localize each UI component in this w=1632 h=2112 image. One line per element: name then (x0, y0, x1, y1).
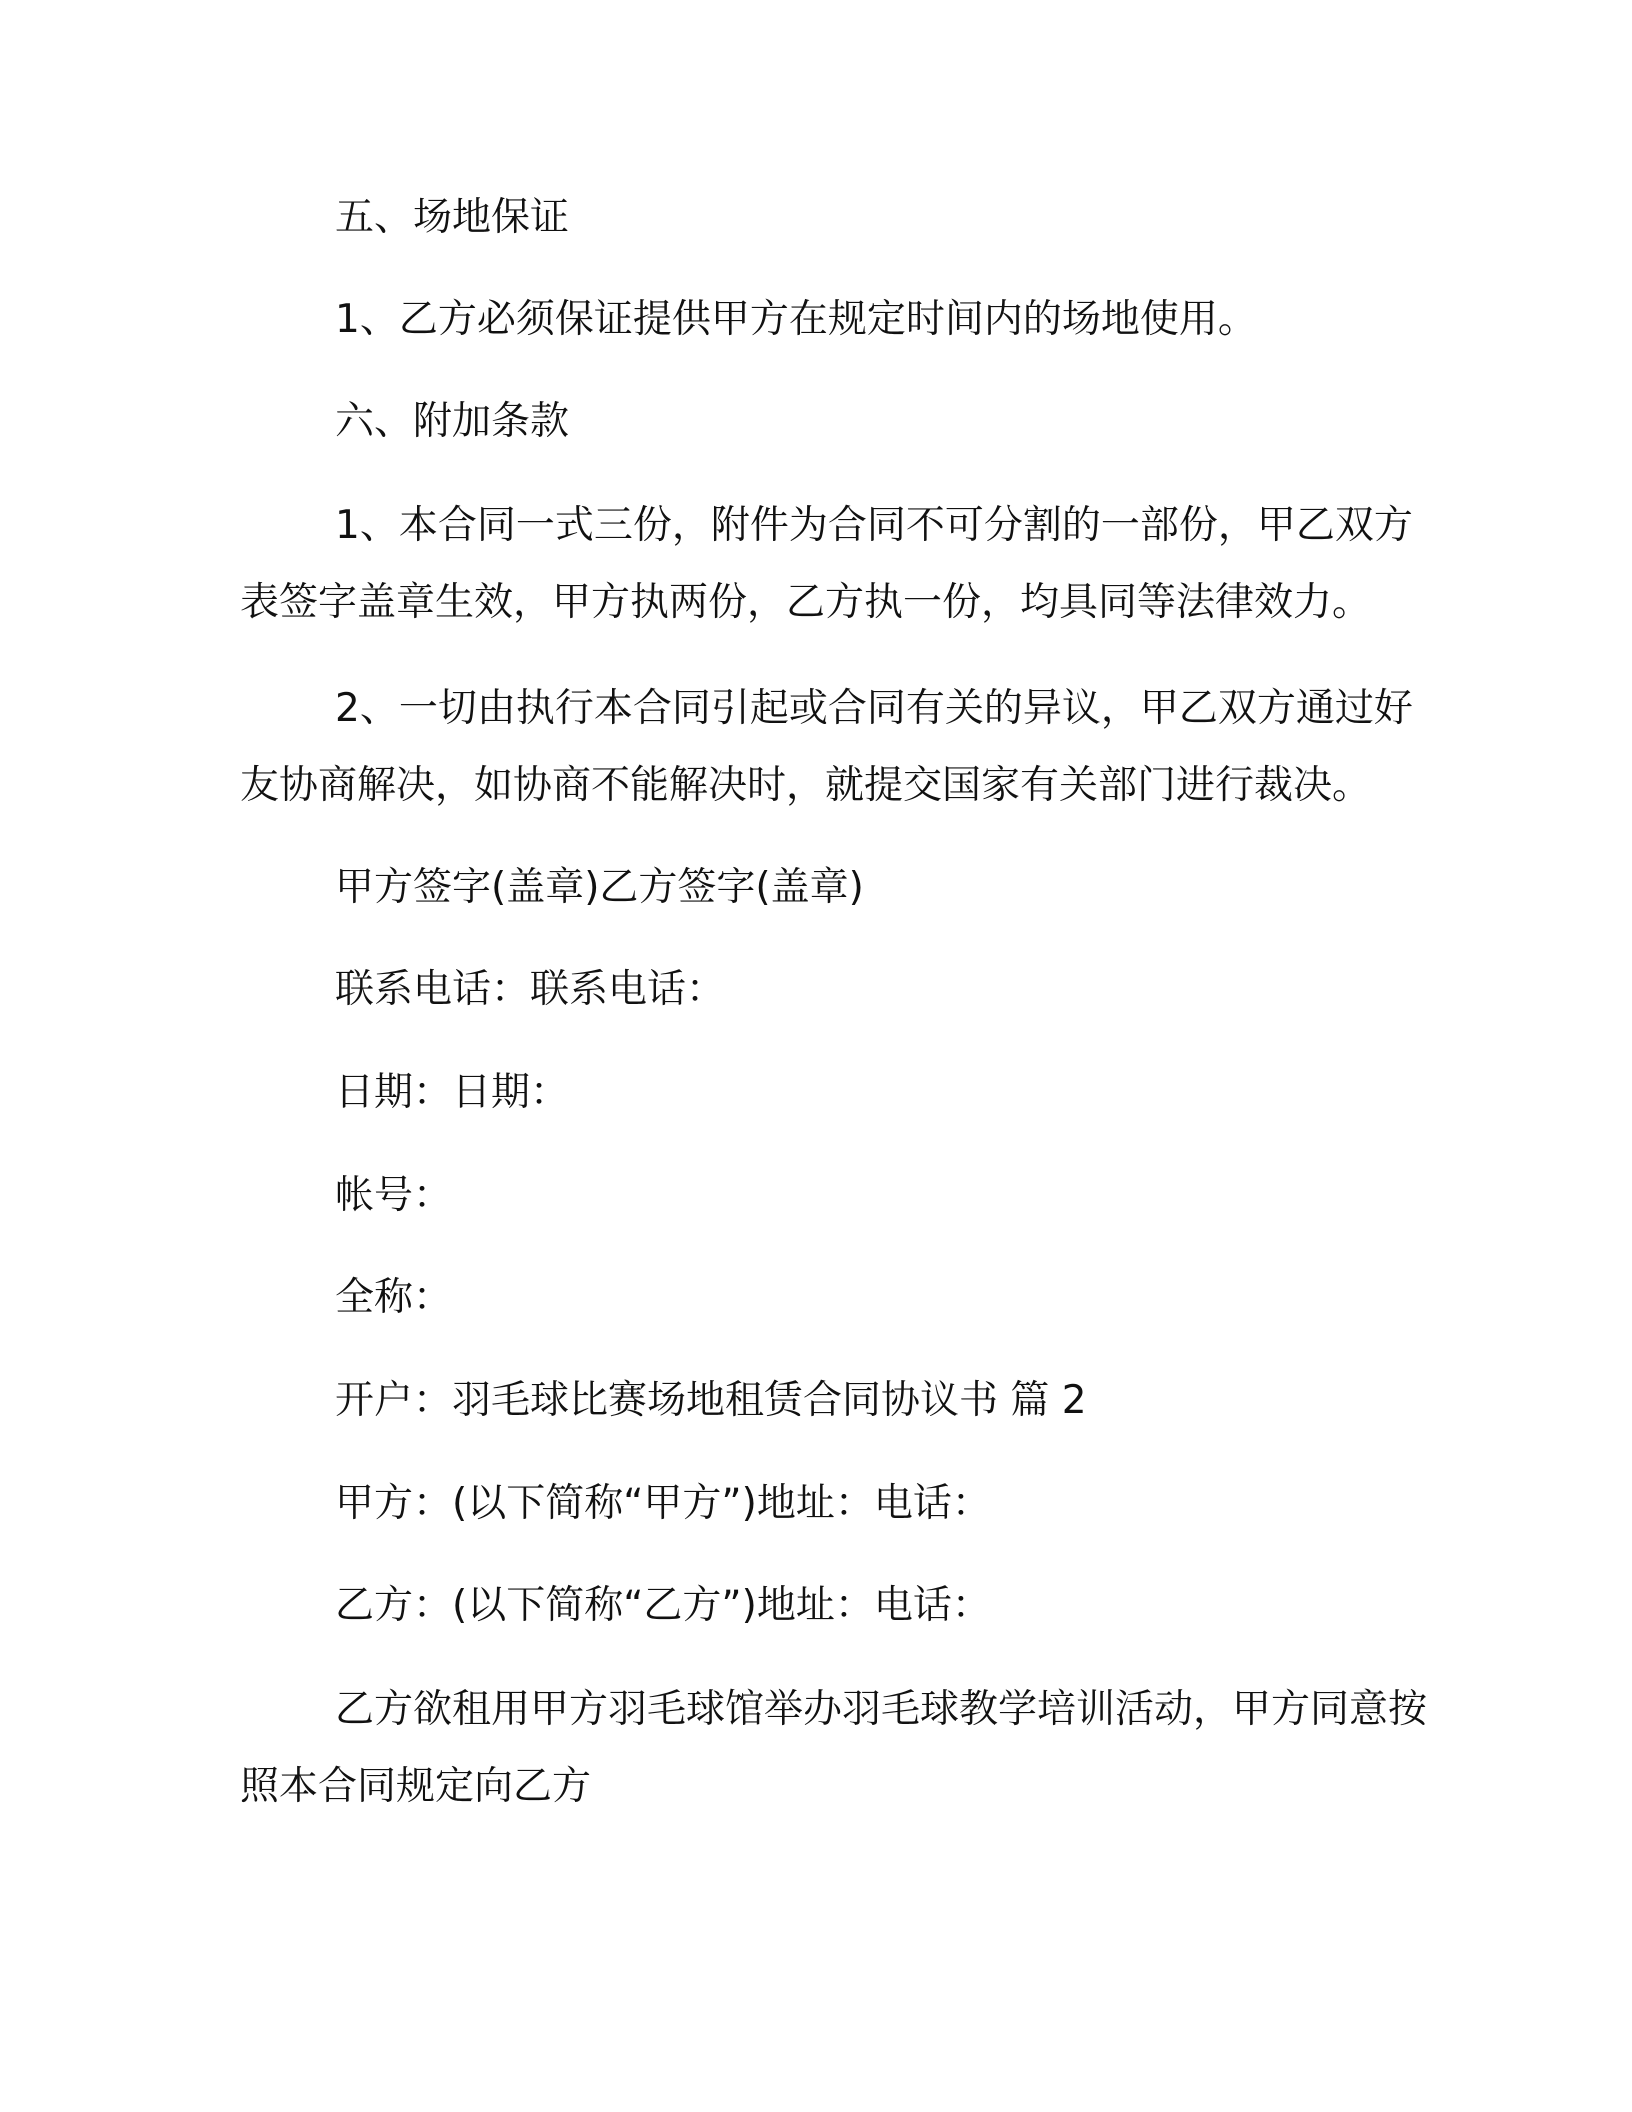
party-a-line: 甲方：(以下简称“甲方”)地址：电话： (335, 1481, 991, 1526)
account-line: 帐号： (335, 1173, 453, 1218)
signature-line: 甲方签字(盖章)乙方签字(盖章) (335, 865, 864, 910)
bank-line: 开户：羽毛球比赛场地租赁合同协议书 篇 2 (335, 1378, 1087, 1423)
section-6-heading: 六、附加条款 (335, 399, 570, 444)
date-line: 日期：日期： (335, 1070, 570, 1115)
intro-line-2: 照本合同规定向乙方 (240, 1764, 592, 1809)
party-b-line: 乙方：(以下简称“乙方”)地址：电话： (335, 1583, 991, 1628)
section-5-item-1: 1、乙方必须保证提供甲方在规定时间内的场地使用。 (335, 297, 1257, 342)
full-name-line: 全称： (335, 1275, 453, 1320)
phone-line: 联系电话：联系电话： (335, 967, 726, 1012)
section-5-heading: 五、场地保证 (335, 195, 570, 240)
intro-line-1: 乙方欲租用甲方羽毛球馆举办羽毛球教学培训活动，甲方同意按 (335, 1687, 1428, 1732)
section-6-item-1-line-1: 1、本合同一式三份，附件为合同不可分割的一部份，甲乙双方 (335, 503, 1413, 548)
section-6-item-1-line-2: 表签字盖章生效，甲方执两份，乙方执一份，均具同等法律效力。 (240, 580, 1372, 625)
section-6-item-2-line-2: 友协商解决，如协商不能解决时，就提交国家有关部门进行裁决。 (240, 763, 1372, 808)
section-6-item-2-line-1: 2、一切由执行本合同引起或合同有关的异议，甲乙双方通过好 (335, 686, 1413, 731)
